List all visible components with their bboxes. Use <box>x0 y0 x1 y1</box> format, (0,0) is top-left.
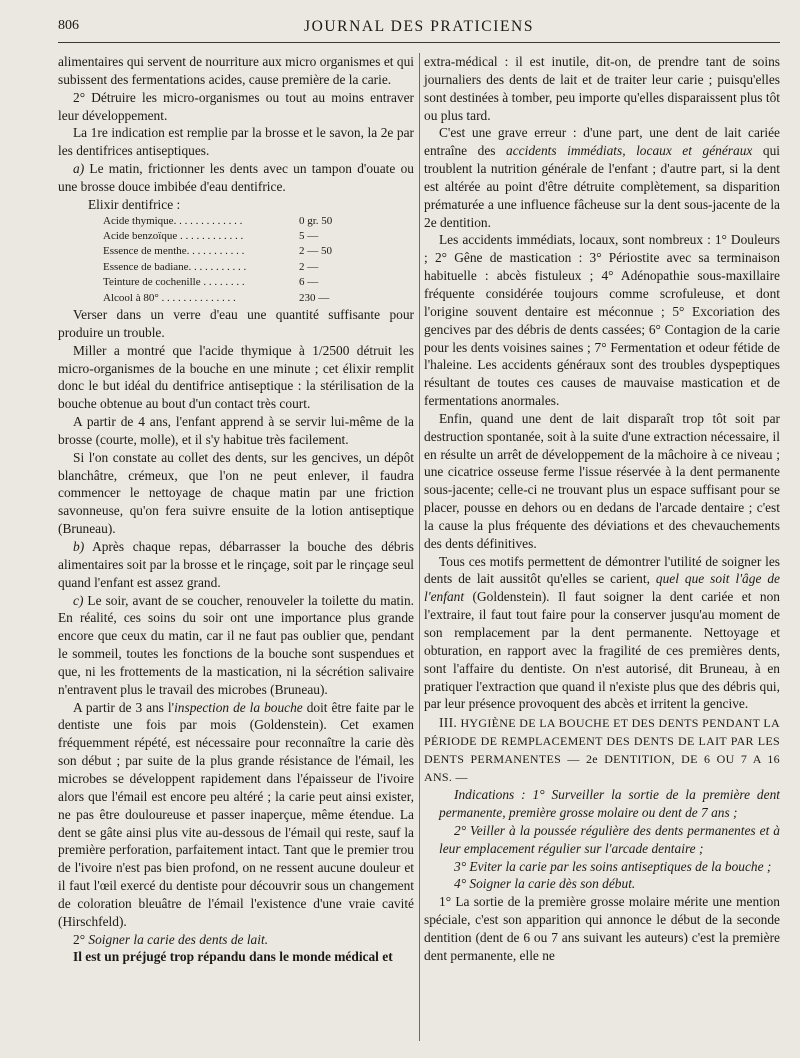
recipe-quantity: 230 — <box>299 291 330 304</box>
indications-label: Indications : <box>454 787 526 803</box>
paragraph-text: Le matin, frictionner les dents avec un tampon d'ouate ou une brosse douce imbibée d'eau dentifrice. <box>58 161 414 194</box>
recipe-ingredient: Essence de badiane. . . . . . . . . . . <box>103 260 247 273</box>
paragraph: 2° Détruire les micro-organismes ou tout au moins entraver leur développement. <box>58 89 414 123</box>
paragraph <box>424 124 780 231</box>
header-rule <box>58 42 780 43</box>
indication-item <box>424 786 780 822</box>
recipe-quantity: 2 — <box>299 260 319 273</box>
indication-text: 2° Veiller à la poussée régulière des dents permanentes et à leur emplacement régulier sur l'arcade dentaire ; <box>439 822 780 856</box>
recipe-row <box>103 291 353 306</box>
paragraph <box>58 160 414 196</box>
indication-text: 1° Surveiller la sortie de la première dent permanente, première grosse molaire ou dent de 7 ans ; <box>439 787 780 821</box>
recipe-quantity: 2 — 50 <box>299 245 332 258</box>
section-title: HYGIÈNE DE LA BOUCHE ET DES DENTS PENDANT LA PÉRIODE DE REMPLACEMENT DES DENTS DE LAIT PAR LES DENTS PERMANENTES — 2e DENTITION, DE 6 OU 7 A 16 ANS. — <box>424 716 780 785</box>
recipe-row <box>103 275 353 290</box>
emphasis: inspection de la bouche <box>174 699 303 715</box>
page-number: 806 <box>58 18 79 33</box>
indication-text: 3° Eviter la carie par les soins antiseptiques de la bouche ; <box>454 858 772 874</box>
section-number: III. <box>439 715 458 731</box>
paragraph: Si l'on constate au collet des dents, sur les gencives, un dépôt blanchâtre, crémeux, que l'on ne peut enlever, il faudra commencer le nettoyage de chaque matin par une friction savonneuse, qu'on fera suivre ensuite de la lotion antiseptique (Bruneau). <box>58 449 414 537</box>
recipe-quantity: 5 — <box>299 230 319 242</box>
paragraph <box>58 592 414 699</box>
recipe-ingredient: Acide benzoïque . . . . . . . . . . . . <box>103 230 244 242</box>
recipe-ingredient: Essence de menthe. . . . . . . . . . . <box>103 245 245 258</box>
item-label: a) <box>73 161 85 177</box>
indication-item <box>424 875 780 893</box>
paragraph: 1° La sortie de la première grosse molaire mérite une mention spéciale, c'est son apparition qui annonce le début de la seconde dentition (dent de 6 ou 7 ans suivant les auteurs) c'est la première dent permanente, elle ne <box>424 894 780 963</box>
item-label: c) <box>73 592 84 608</box>
paragraph <box>58 699 414 931</box>
paragraph-text: doit être faite par le dentiste une fois par mois (Goldenstein). Cet examen fréquemment répété, est nécessaire pour reconnaître la carie dès son début ; par suite de la plus grande résistance de l'émail, les microbes se développent rapidement dans l'épaisseur de l'ivoire alors que l'émail est encore peu altéré ; la carie peut ainsi exister, ne pas être douloureuse et passer inaperçue, même étendue. La dent se gâte ainsi plus vite au-dessous de l'émail qui reste, sauf la première perforation, parfaitement intact. Tant que le premier trou de l'ivoire n'est pas bien profond, on ne ressent aucune douleur et il faut l'œil exercé du dentiste pour découvrir sous un changement de coloration bleuâtre de l'émail l'existence d'une vraie cavité (Hirschfeld). <box>58 699 415 929</box>
section-heading <box>424 714 780 786</box>
paragraph: La 1re indication est remplie par la brosse et le savon, la 2e par les dentifrices antiseptiques. <box>58 125 414 159</box>
paragraph-text: Tous ces motifs permettent de démontrer l'utilité de soigner les dents de lait aussitôt qu'elles se carient, <box>424 553 780 587</box>
recipe-ingredient: Teinture de cochenille . . . . . . . . <box>103 276 245 289</box>
recipe-ingredient: Acide thymique. . . . . . . . . . . . . <box>103 214 243 227</box>
item-label: b) <box>73 539 85 554</box>
recipe-row <box>103 229 353 244</box>
paragraph: extra-médical : il est inutile, dit-on, de prendre tant de soins journaliers des dents de lait et de traiter leur carie ; puisqu'elles sont destinées à tomber, peu importe qu'elles disparaissent plus tôt ou plus tard. <box>424 54 780 123</box>
paragraph-text: (Goldenstein). Il faut soigner la dent cariée et non l'extraire, il faut tout faire pour la conserver jusqu'au moment de son remplacement par la dent permanente. Nettoyage et obturation, en rapport avec la fragilité de ces premières dents, sont l'affaire du dentiste. On n'est autorisé, dit Bruneau, à en pratiquer l'extraction que quand il n'existe plus que des débris qui, par leur présence provoquent des abcès et irritent la gencive. <box>424 589 780 712</box>
column-divider <box>419 53 420 1041</box>
recipe-quantity: 0 gr. 50 <box>299 214 333 227</box>
paragraph <box>58 538 414 592</box>
recipe-quantity: 6 — <box>299 276 319 289</box>
indication-text: 4° Soigner la carie dès son début. <box>454 876 636 892</box>
paragraph-text: qui troublent la nutrition générale de l'enfant ; d'autre part, si la dent est altérée au point d'être détruite complètement, sa disparition prématurée a une influence fâcheuse sur la dent sous-jacente de la 2e dentition. <box>424 143 780 230</box>
paragraph: alimentaires qui servent de nourriture aux micro organismes et qui subissent des fermentations acides, cause première de la carie. <box>58 54 414 87</box>
right-column <box>424 53 780 1049</box>
recipe-row <box>103 244 353 259</box>
recipe-row <box>103 214 353 229</box>
paragraph: Il est un préjugé trop répandu dans le monde médical et <box>73 949 393 965</box>
paragraph: Enfin, quand une dent de lait disparaît trop tôt soit par destruction spontanée, soit à la suite d'une extraction nécessaire, il en résulte un arrêt de développement de la mâchoire à ce niveau ; une cicatrice osseuse ferme l'issue réservée à la dent permanente sous-jacente; celle-ci ne trouvant plus un espace suffisant pour se placer, pousse en dehors ou en dedans de l'arcade dentaire ; c'est la cause la plus fréquente des déviations et des chevauchements des dents définitives. <box>424 410 780 551</box>
recipe-table <box>103 214 353 306</box>
recipe-row <box>103 260 353 275</box>
recipe-ingredient: Alcool à 80° . . . . . . . . . . . . . . <box>103 291 236 304</box>
paragraph: A partir de 4 ans, l'enfant apprend à se servir lui-même de la brosse (courte, molle), et il s'y habitue très facilement. <box>58 414 414 447</box>
two-column-body <box>58 53 780 1049</box>
paragraph-text: Le soir, avant de se coucher, renouveler la toilette du matin. En réalité, ces soins du soir ont une importance plus grande encore que ceux du matin, car il ne faut pas oublier que, pendant le sommeil, toutes les fonctions de la bouche sont suspendues et que, ni les frottements de la mastication, ni la sécrétion salivaire n'entravent plus le travail des microbes (Bruneau). <box>58 592 414 697</box>
left-column <box>58 53 414 1049</box>
recipe-title: Elixir dentifrice : <box>88 196 181 212</box>
paragraph-text: Après chaque repas, débarrasser la bouche des débris alimentaires soit par la brosse et le rinçage, soit par le rinçage seul quand l'enfant est assez grand. <box>58 539 414 590</box>
indication-item <box>424 858 780 876</box>
page-header <box>58 18 780 42</box>
subheading <box>58 931 414 949</box>
subheading-number: 2° <box>73 931 86 947</box>
indication-item <box>424 822 780 858</box>
paragraph: Miller a montré que l'acide thymique à 1/2500 détruit les micro-organismes de la bouche en une minute ; cet élixir remplit donc le but idéal du dentifrice antiseptique : la stérilisation de la bouche obtenue au bout d'un contact très court. <box>58 342 414 412</box>
paragraph: Les accidents immédiats, locaux, sont nombreux : 1° Douleurs ; 2° Gêne de mastication : 3° Périostite avec sa terminaison habituelle : abcès fistuleux ; 4° Adénopathie sous-maxillaire fréquente considérée toujours comme scrofuleuse, et dont l'origine souvent dentaire est méconnue ; 5° Excoriation des gencives par des débris de dents cassées; 6° Contagion de la carie pour les dents voisines saines ; 7° Fermentation et odeur fétide de l'haleine. Les accidents généraux sont des troubles dyspeptiques résultant de toutes ces causes de mauvaise mastication et de fermentations anormales. <box>424 232 780 409</box>
emphasis: quel que soit l'âge de l'enfant <box>424 571 780 605</box>
journal-title: JOURNAL DES PRATICIENS <box>303 18 535 35</box>
paragraph-text: C'est une grave erreur : d'une part, une dent de lait cariée entraîne des <box>424 125 780 159</box>
paragraph-text: A partir de 3 ans l' <box>73 699 175 715</box>
paragraph: Verser dans un verre d'eau une quantité suffisante pour produire un trouble. <box>58 307 414 340</box>
emphasis: accidents immédiats, locaux et généraux <box>506 143 753 159</box>
subheading-text: Soigner la carie des dents de lait. <box>85 931 269 947</box>
paragraph <box>424 553 780 714</box>
